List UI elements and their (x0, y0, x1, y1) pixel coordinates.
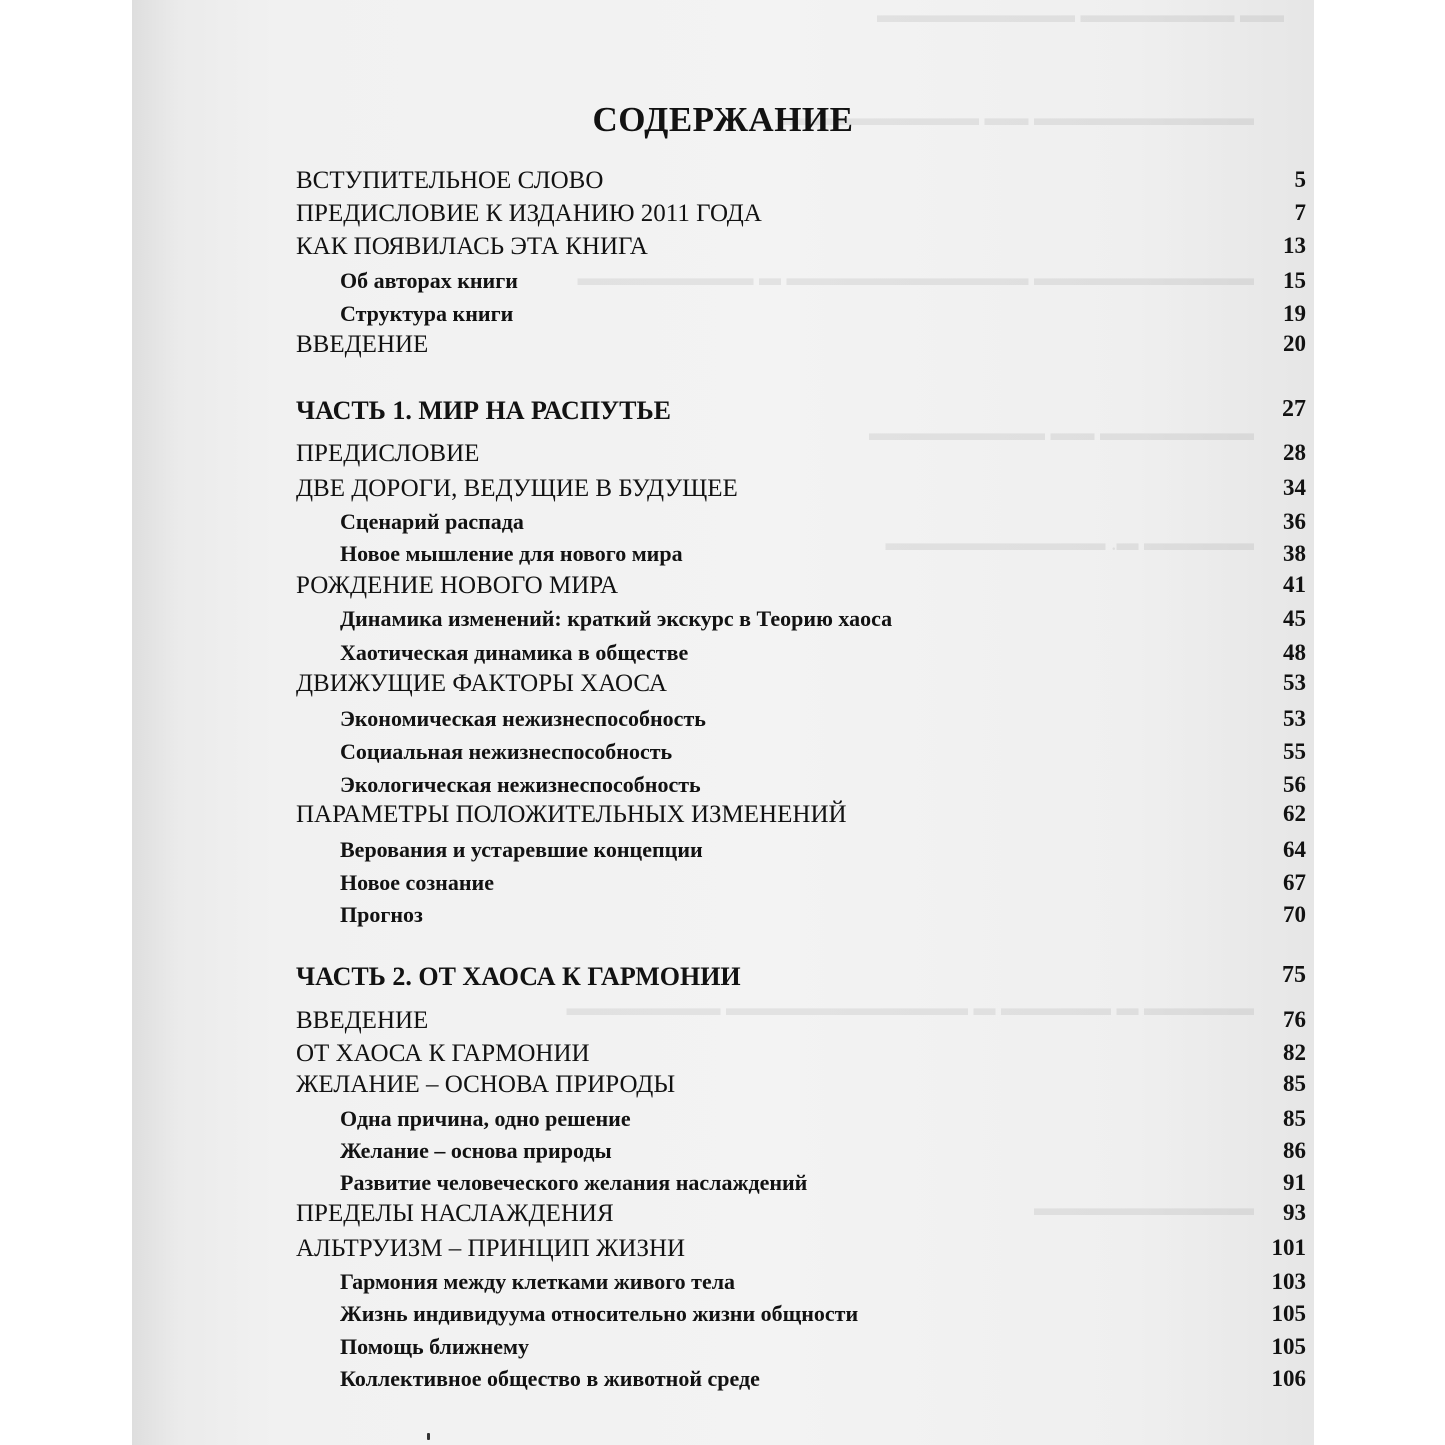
toc-entry-title: ПРЕДИСЛОВИЕ К ИЗДАНИЮ 2011 ГОДА (296, 200, 762, 227)
toc-entry-title: Об авторах книги (340, 268, 518, 293)
toc-entry-page: 64 (1283, 837, 1306, 862)
toc-entry-page: 13 (1283, 233, 1306, 258)
toc-entry-title: ВСТУПИТЕЛЬНОЕ СЛОВО (296, 167, 604, 194)
toc-entry-title: ЧАСТЬ 1. МИР НА РАСПУТЬЕ (296, 396, 672, 425)
toc-entry-page: 82 (1283, 1040, 1306, 1065)
toc-entry-page: 20 (1283, 331, 1306, 356)
toc-entry-page: 70 (1283, 902, 1306, 927)
toc-entry-page: 15 (1283, 268, 1306, 293)
toc-entry-page: 28 (1283, 440, 1306, 465)
toc-entry-title: КАК ПОЯВИЛАСЬ ЭТА КНИГА (296, 233, 648, 260)
toc-entry-title: ПРЕДЕЛЫ НАСЛАЖДЕНИЯ (296, 1200, 614, 1227)
show-through-text: ▬▬ ▬▬▬▬▬▬▬ ▬▬▬▬▬▬▬▬▬ ▬▬▬▬▬▬▬▬▬▬ ▬▬ ▬▬▬▬▬▬▬▬▬ ▬▬▬▬▬▬▬▬▬▬ ▬▬▬▬▬▬▬▬▬▬▬ ▬ ▬▬▬▬▬▬▬▬ ▬▬▬▬▬▬▬ ▬▬ ▬▬▬▬▬▬▬▬ ▬▬▬▬▬ ▬. ▬▬▬▬▬▬▬▬▬▬ ▬▬▬▬▬ ▬ ▬▬▬▬▬ ▬ ▬▬▬▬▬▬▬▬▬▬▬ ▬▬▬▬▬▬▬ ▬▬▬▬▬▬▬▬▬▬ (566, 2, 1284, 1220)
toc-entry-title: Желание – основа природы (340, 1138, 612, 1163)
toc-entry-page: 93 (1283, 1200, 1306, 1225)
toc-entry-page: 38 (1283, 541, 1306, 566)
toc-entry-page: 53 (1283, 706, 1306, 731)
toc-entry-title: ПАРАМЕТРЫ ПОЛОЖИТЕЛЬНЫХ ИЗМЕНЕНИЙ (296, 801, 847, 828)
toc-entry-title: Гармония между клетками живого тела (340, 1269, 736, 1294)
toc-entry-page: 103 (1271, 1269, 1306, 1294)
toc-entry-title: ВВЕДЕНИЕ (296, 331, 429, 358)
toc-entry-page: 36 (1283, 509, 1306, 534)
toc-entry-title: Новое сознание (340, 870, 494, 895)
toc-entry-title: Прогноз (340, 902, 423, 927)
book-page (132, 0, 1314, 1445)
toc-entry-page: 91 (1283, 1170, 1306, 1195)
toc-entry-title: Новое мышление для нового мира (340, 541, 683, 566)
toc-entry-title: ДВЕ ДОРОГИ, ВЕДУЩИЕ В БУДУЩЕЕ (296, 475, 738, 502)
toc-entry-page: 45 (1283, 606, 1306, 631)
toc-entry-page: 55 (1283, 739, 1306, 764)
toc-entry-page: 62 (1283, 801, 1306, 826)
toc-entry-title: Сценарий распада (340, 509, 524, 534)
toc-entry-page: 105 (1271, 1334, 1306, 1359)
toc-entry-title: Хаотическая динамика в обществе (340, 640, 689, 665)
toc-entry-title: Социальная нежизнеспособность (340, 739, 673, 764)
print-speck (427, 1433, 430, 1440)
page-title: СОДЕРЖАНИЕ (592, 100, 854, 139)
toc-entry-page: 53 (1283, 670, 1306, 695)
toc-entry-page: 56 (1283, 772, 1306, 797)
toc-entry-title: Помощь ближнему (340, 1334, 529, 1359)
toc-entry-page: 85 (1283, 1106, 1306, 1131)
toc-entry-page: 27 (1282, 396, 1306, 422)
toc-entry-title: ОТ ХАОСА К ГАРМОНИИ (296, 1040, 590, 1067)
toc-entry-title: Жизнь индивидуума относительно жизни общности (340, 1301, 859, 1326)
toc-entry-title: Динамика изменений: краткий экскурс в Теорию хаоса (340, 606, 893, 631)
toc-entry-title: Одна причина, одно решение (340, 1106, 631, 1131)
toc-entry-page: 67 (1283, 870, 1306, 895)
toc-entry-title: Развитие человеческого желания наслаждений (340, 1170, 808, 1195)
toc-entry-page: 76 (1283, 1007, 1306, 1032)
toc-entry-page: 41 (1283, 572, 1306, 597)
toc-entry-title: Структура книги (340, 301, 514, 326)
toc-entry-title: Коллективное общество в животной среде (340, 1366, 760, 1391)
toc-entry-title: ЧАСТЬ 2. ОТ ХАОСА К ГАРМОНИИ (296, 962, 741, 991)
toc-entry-title: ЖЕЛАНИЕ – ОСНОВА ПРИРОДЫ (296, 1071, 676, 1098)
toc-entry-page: 105 (1271, 1301, 1306, 1326)
toc-entry-title: Экономическая нежизнеспособность (340, 706, 706, 731)
toc-entry-title: Экологическая нежизнеспособность (340, 772, 701, 797)
toc-entry-page: 101 (1271, 1235, 1306, 1260)
toc-entry-page: 85 (1283, 1071, 1306, 1096)
toc-entry-page: 48 (1283, 640, 1306, 665)
toc-entry-title: ДВИЖУЩИЕ ФАКТОРЫ ХАОСА (296, 670, 667, 697)
toc-entry-page: 34 (1283, 475, 1306, 500)
toc-entry-page: 86 (1283, 1138, 1306, 1163)
toc-entry-page: 7 (1294, 200, 1306, 225)
toc-entry-page: 19 (1283, 301, 1306, 326)
toc-entry-title: РОЖДЕНИЕ НОВОГО МИРА (296, 572, 619, 599)
toc-entry-title: ПРЕДИСЛОВИЕ (296, 440, 480, 467)
toc-entry-title: ВВЕДЕНИЕ (296, 1007, 429, 1034)
toc-entry-title: Верования и устаревшие концепции (340, 837, 703, 862)
toc-entry-title: АЛЬТРУИЗМ – ПРИНЦИП ЖИЗНИ (296, 1235, 686, 1262)
toc-entry-page: 5 (1294, 167, 1306, 192)
toc-entry-page: 106 (1271, 1366, 1306, 1391)
toc-entry-page: 75 (1282, 962, 1306, 988)
